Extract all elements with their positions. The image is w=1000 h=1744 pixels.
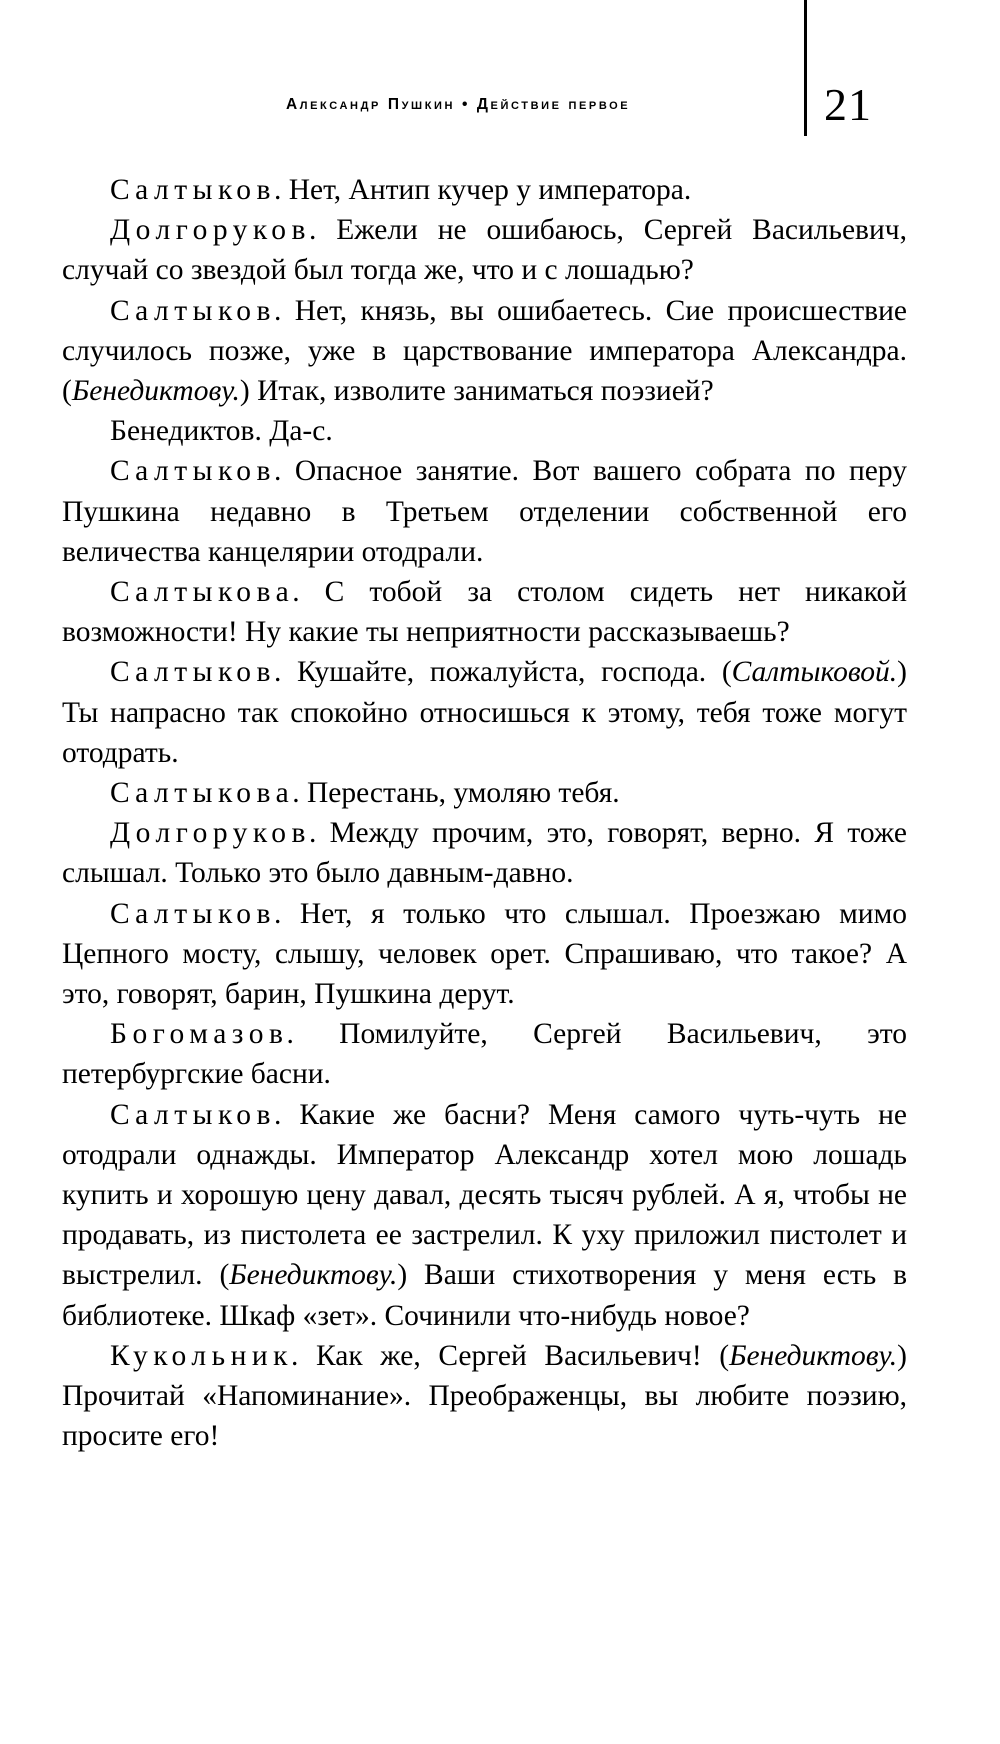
dialogue-text: . Нет, Антип кучер у императора. bbox=[273, 174, 692, 206]
dialogue-line bbox=[62, 170, 907, 210]
dialogue-text: . Помилуйте, Сергей Васильевич, это петербургские басни. bbox=[62, 1018, 907, 1091]
dialogue-line bbox=[62, 291, 907, 412]
dialogue-text: . Опасное занятие. Вот вашего собрата по перу Пушкина недавно в Третьем отделении собственной его величества канцелярии отодрали. bbox=[62, 455, 907, 568]
speaker-name: Салтыков bbox=[110, 455, 276, 488]
dialogue-line bbox=[62, 572, 907, 652]
dialogue-line bbox=[62, 1336, 907, 1457]
speaker-name: Салтыков bbox=[110, 174, 276, 206]
dialogue-line bbox=[62, 451, 907, 572]
dialogue-text-after: ) Итак, изволите заниматься поэзией? bbox=[239, 375, 714, 408]
stage-direction: Бенедиктову. bbox=[229, 1259, 398, 1292]
dialogue-text: . Ежели не ошибаюсь, Сергей Васильевич, случай со звездой был тогда же, что и с лошадью? bbox=[62, 214, 907, 287]
dialogue-line bbox=[62, 813, 907, 893]
header-divider bbox=[804, 0, 807, 136]
dialogue-text: . Какие же басни? Меня самого чуть-чуть не отодрали однажды. Император Александр хотел мою лошадь купить и хорошую цену давал, десять тысяч рублей. А я, чтобы не продавать, из пистолета ее застрелил. К уху приложил пистолет и выстрелил. ( bbox=[62, 1098, 907, 1292]
dialogue-text: . С тобой за столом сидеть нет никакой возможности! Ну какие ты неприятности рассказываешь? bbox=[62, 576, 907, 649]
dialogue-line bbox=[62, 773, 907, 813]
speaker-name: Кукольник bbox=[110, 1339, 293, 1372]
dialogue-line bbox=[62, 894, 907, 1015]
dialogue-text: . Как же, Сергей Васильевич! ( bbox=[291, 1339, 730, 1372]
stage-direction: Бенедиктову. bbox=[71, 375, 240, 408]
speaker-name: Салтыков bbox=[110, 1098, 276, 1131]
stage-direction: Салтыковой. bbox=[731, 656, 898, 689]
page-number: 21 bbox=[824, 79, 872, 130]
dialogue-text: . Перестань, умоляю тебя. bbox=[292, 777, 620, 810]
dialogue-text: . Между прочим, это, говорят, верно. Я тоже слышал. Только это было давным-давно. bbox=[62, 817, 907, 890]
dialogue-text: Бенедиктов. Да-с. bbox=[110, 415, 333, 448]
speaker-name: Салтыкова bbox=[110, 576, 295, 609]
dialogue-text-after: ) Ваши стихотворения у меня есть в библиотеке. Шкаф «зет». Сочинили что-нибудь новое? bbox=[62, 1259, 908, 1332]
speaker-name: Салтыков bbox=[110, 656, 276, 689]
dialogue-line bbox=[62, 652, 907, 773]
dialogue-line bbox=[62, 1014, 907, 1094]
dialogue-line bbox=[62, 411, 907, 451]
running-head: Александр Пушкин • Действие первое bbox=[286, 96, 631, 113]
dialogue-line bbox=[62, 210, 907, 290]
dialogue-text: . Нет, я только что слышал. Проезжаю мимо Цепного мосту, слышу, человек орет. Спрашиваю, что такое? А это, говорят, барин, Пушкина дерут. bbox=[62, 897, 907, 1011]
dialogue-line bbox=[62, 1095, 907, 1336]
speaker-name: Салтыков bbox=[110, 294, 276, 327]
dialogue-text: . Нет, князь, вы ошибаетесь. Сие происшествие случилось позже, уже в царствование императора Александра. ( bbox=[62, 294, 907, 408]
stage-direction: Бенедиктову. bbox=[729, 1339, 898, 1372]
speaker-name: Салтыкова bbox=[110, 777, 295, 810]
speaker-name: Долгоруков bbox=[110, 817, 311, 850]
dialogue-text-after: ) Прочитай «Напоминание». Преображенцы, вы любите поэзию, просите его! bbox=[62, 1339, 907, 1453]
page-header bbox=[0, 0, 1000, 150]
play-text bbox=[62, 170, 907, 1457]
dialogue-text: . Кушайте, пожалуйста, господа. ( bbox=[273, 656, 732, 689]
dialogue-text-after: ) Ты напрасно так спокойно относишься к этому, тебя тоже могут отодрать. bbox=[62, 656, 907, 769]
speaker-name: Долгоруков bbox=[110, 214, 311, 247]
speaker-name: Салтыков bbox=[110, 897, 276, 930]
speaker-name: Богомазов bbox=[110, 1018, 289, 1051]
